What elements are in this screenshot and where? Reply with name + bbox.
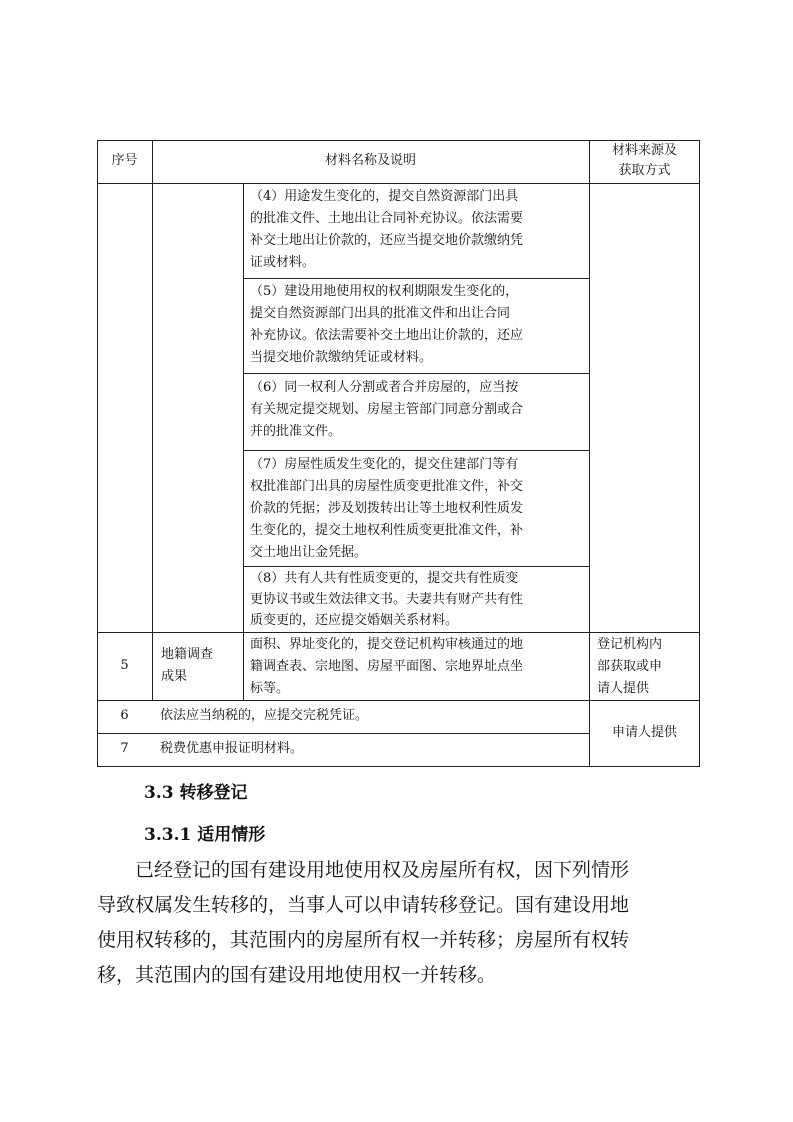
row-divider xyxy=(97,700,700,701)
row5-name: 地籍调查 成果 xyxy=(161,647,214,684)
header-material: 材料名称及说明 xyxy=(324,153,416,168)
row6-seq: 6 xyxy=(120,708,129,723)
row-divider xyxy=(97,733,589,734)
seq-column-line xyxy=(152,140,153,700)
row5-desc: 面积、界址变化的，提交登记机构审核通过的地 籍调查表、宗地图、房屋平面图、宗地界址点坐 标等。 xyxy=(250,637,524,696)
header-source: 材料来源及 获取方式 xyxy=(611,143,677,178)
row5-seq: 5 xyxy=(120,658,129,673)
row7-desc: 税费优惠申报证明材料。 xyxy=(160,741,304,756)
rows67-source: 申请人提供 xyxy=(611,725,677,740)
row6-desc: 依法应当纳税的，应提交完税凭证。 xyxy=(160,708,369,723)
section-heading: 3.3 转移登记 xyxy=(144,783,248,803)
sub-item-divider xyxy=(243,373,589,374)
sub-item-4: （4）用途发生变化的，提交自然资源部门出具 的批准文件、土地出让合同补充协议。依法需要 补交土地出让价款的，还应当提交地价款缴纳凭 证或材料。 xyxy=(250,189,524,270)
sub-item-divider xyxy=(243,566,589,567)
source-column-line xyxy=(589,140,590,767)
sub-item-8: （8）共有人共有性质变更的，提交共有性质变 更协议书或生效法律文书。夫妻共有财产共有性 质变更的，还应提交婚姻关系材料。 xyxy=(250,571,524,628)
sub-item-6: （6）同一权利人分割或者合并房屋的，应当按 有关规定提交规划、房屋主管部门同意分割或合 并的批准文件。 xyxy=(250,380,524,439)
table-header-bottom-line xyxy=(97,183,700,184)
row5-source: 登记机构内 部获取或申 请人提供 xyxy=(597,637,663,696)
header-seq: 序号 xyxy=(111,153,138,168)
row-divider xyxy=(97,632,700,633)
name-column-line xyxy=(243,183,244,700)
sub-item-7: （7）房屋性质发生变化的，提交住建部门等有 权批准部门出具的房屋性质变更批准文件，补交 价款的凭据；涉及划拨转出让等土地权利性质发 生变化的，提交土地权利性质变更批准文件，补 交土地出让金凭据。 xyxy=(250,457,524,560)
subsection-heading: 3.3.1 适用情形 xyxy=(144,825,266,845)
sub-item-divider xyxy=(243,278,589,279)
body-paragraph: 已经登记的国有建设用地使用权及房屋所有权，因下列情形 导致权属发生转移的，当事人可以申请转移登记。国有建设用地 使用权转移的，其范围内的房屋所有权一并转移；房屋所有权转 移，其范围内的国有建设用地使用权一并转移。 xyxy=(97,859,630,986)
row7-seq: 7 xyxy=(120,741,129,756)
sub-item-divider xyxy=(243,450,589,451)
sub-item-5: （5）建设用地使用权的权利期限发生变化的， 提交自然资源部门出具的批准文件和出让合同 补充协议。依法需要补交土地出让价款的，还应 当提交地价款缴纳凭证或材料。 xyxy=(250,284,524,365)
